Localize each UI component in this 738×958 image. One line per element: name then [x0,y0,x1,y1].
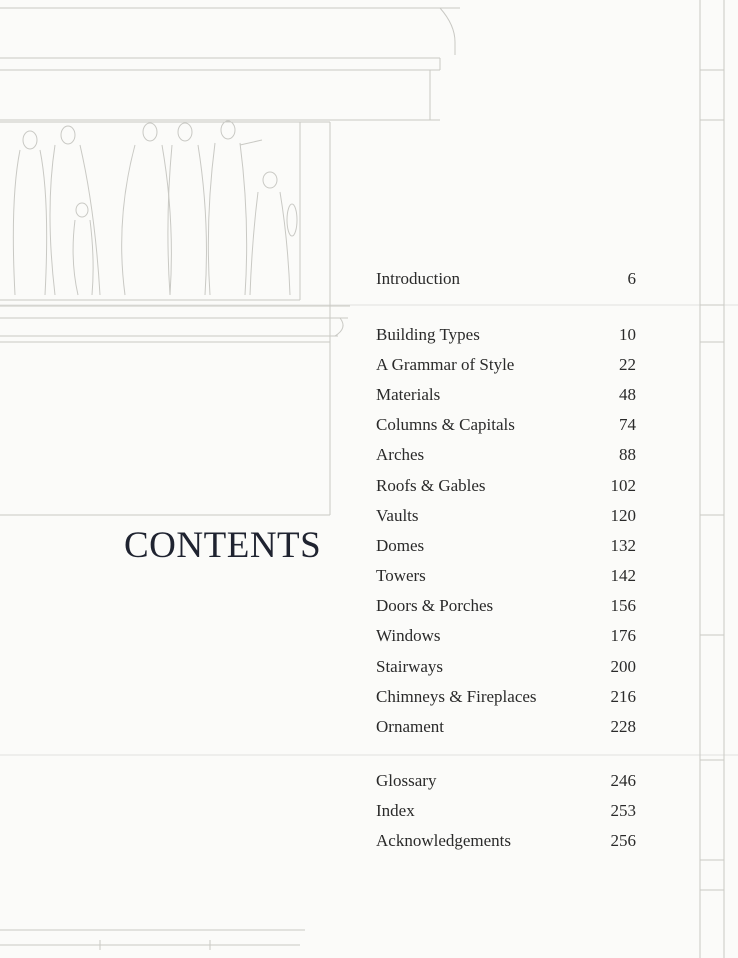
toc-entry-windows[interactable] [376,622,636,650]
toc-entry-page: 102 [610,476,636,495]
toc-entry-doors-porches[interactable] [376,592,636,620]
toc-entry-towers[interactable] [376,562,636,590]
toc-entry-introduction[interactable] [376,265,636,293]
toc-entry-columns-capitals[interactable] [376,411,636,439]
toc-entry-acknowledgements[interactable] [376,827,636,855]
toc-entry-page: 88 [619,445,636,464]
toc-entry-title: Doors & Porches [376,596,494,615]
toc-entry-title: Building Types [376,325,480,344]
toc-entry-title: Towers [376,566,426,585]
toc-entry-title: Materials [376,385,441,404]
toc-entry-page: 6 [627,269,636,288]
toc-entry-page: 142 [610,566,636,585]
toc-entry-grammar-of-style[interactable] [376,351,636,379]
toc-entry-chimneys-fireplaces[interactable] [376,683,636,711]
toc-entry-arches[interactable] [376,441,636,469]
toc-entry-title: Stairways [376,657,444,676]
toc-entry-page: 228 [610,717,636,736]
toc-entry-index[interactable] [376,797,636,825]
toc-entry-page: 246 [610,771,636,790]
toc-entry-title: Roofs & Gables [376,476,486,495]
toc-entry-title: Arches [376,445,425,464]
toc-entry-glossary[interactable] [376,767,636,795]
toc-entry-page: 216 [610,687,636,706]
toc-entry-materials[interactable] [376,381,636,409]
toc-entry-domes[interactable] [376,532,636,560]
toc-entry-page: 200 [610,657,636,676]
toc-entry-title: Introduction [376,269,461,288]
toc-entry-title: Windows [376,626,441,645]
toc-entry-page: 120 [610,506,636,525]
toc-entry-page: 132 [610,536,636,555]
toc-entry-title: A Grammar of Style [376,355,515,374]
toc-entry-title: Index [376,801,415,820]
toc-entry-roofs-gables[interactable] [376,472,636,500]
toc-entry-title: Ornament [376,717,444,736]
toc-entry-vaults[interactable] [376,502,636,530]
toc-entry-title: Domes [376,536,425,555]
toc-entry-ornament[interactable] [376,713,636,741]
toc-entry-page: 156 [610,596,636,615]
toc-entry-page: 176 [610,626,636,645]
toc-entry-page: 22 [619,355,636,374]
toc-entry-title: Vaults [376,506,419,525]
toc-entry-title: Acknowledgements [376,831,512,850]
toc-entry-title: Chimneys & Fireplaces [376,687,537,706]
toc-entry-page: 48 [619,385,636,404]
toc-entry-page: 256 [610,831,636,850]
page-title: CONTENTS [124,525,322,566]
toc-entry-page: 74 [619,415,636,434]
toc-entry-title: Glossary [376,771,437,790]
toc-entry-building-types[interactable] [376,321,636,349]
toc-entry-title: Columns & Capitals [376,415,515,434]
toc-entry-stairways[interactable] [376,653,636,681]
toc-entry-page: 10 [619,325,636,344]
toc-entry-page: 253 [610,801,636,820]
